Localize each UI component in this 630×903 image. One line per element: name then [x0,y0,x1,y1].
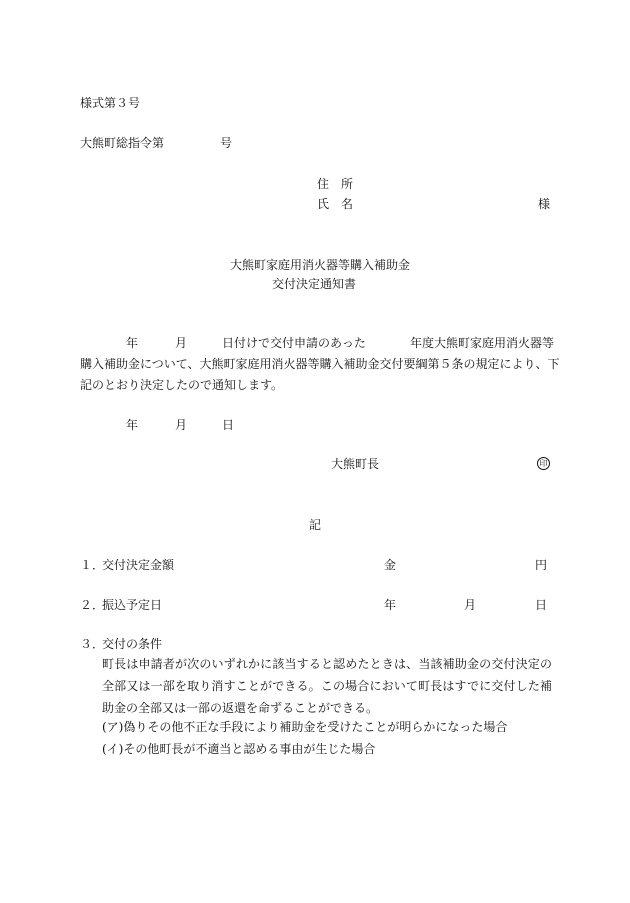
honorific: 様 [538,197,551,211]
name-label: 氏 名 [317,197,354,211]
item-1-number: １． [80,558,105,572]
conditions-body: 町長は申請者が次のいずれかに該当すると認めたときは、当該補助金の交付決定の全部又は一部を取り消すことができる。この場合において町長はすでに交付した補助金の全部又は一部の返還を命ずることができる。 [102,657,552,715]
amount-unit: 円 [535,558,548,572]
condition-case-b: (イ)その他町長が不適当と認める事由が生じた場合 [102,742,376,756]
title-line-2: 交付決定通知書 [272,277,357,291]
item-3-label: 交付の条件 [102,637,163,651]
transfer-month: 月 [464,598,477,612]
intro-month: 月 [175,336,188,350]
address-label: 住 所 [317,177,354,191]
condition-case-a: (ア)偽りその他不正な手段により補助金を受けたことが明らかになった場合 [102,720,508,734]
date-day: 日 [222,418,235,432]
item-3-number: ３． [80,637,105,651]
intro-fiscal-year: 年度大熊町家庭用消火器等 [410,336,555,350]
item-1-label: 交付決定金額 [102,558,175,572]
intro-line-2: 購入補助金について、大熊町家庭用消火器等購入補助金交付要綱第５条の規定により、下 [80,357,560,371]
item-2-number: ２． [80,598,105,612]
intro-line-3: 記のとおり決定したので通知します。 [80,378,284,392]
date-month: 月 [175,418,188,432]
form-number: 様式第３号 [80,96,141,110]
transfer-year: 年 [384,598,397,612]
transfer-day: 日 [535,598,548,612]
reference-prefix: 大熊町総指令第 [80,136,165,150]
issuer-name: 大熊町長 [331,457,380,471]
note-heading: 記 [309,518,322,532]
amount-prefix: 金 [384,558,397,572]
item-2-label: 振込予定日 [102,598,163,612]
intro-year: 年 [126,336,139,350]
date-year: 年 [126,418,139,432]
title-line-1: 大熊町家庭用消火器等購入補助金 [230,258,411,272]
reference-suffix: 号 [220,136,233,150]
seal-mark: 印 [537,457,550,470]
intro-day-tail: 日付けで交付申請のあった [222,336,366,350]
